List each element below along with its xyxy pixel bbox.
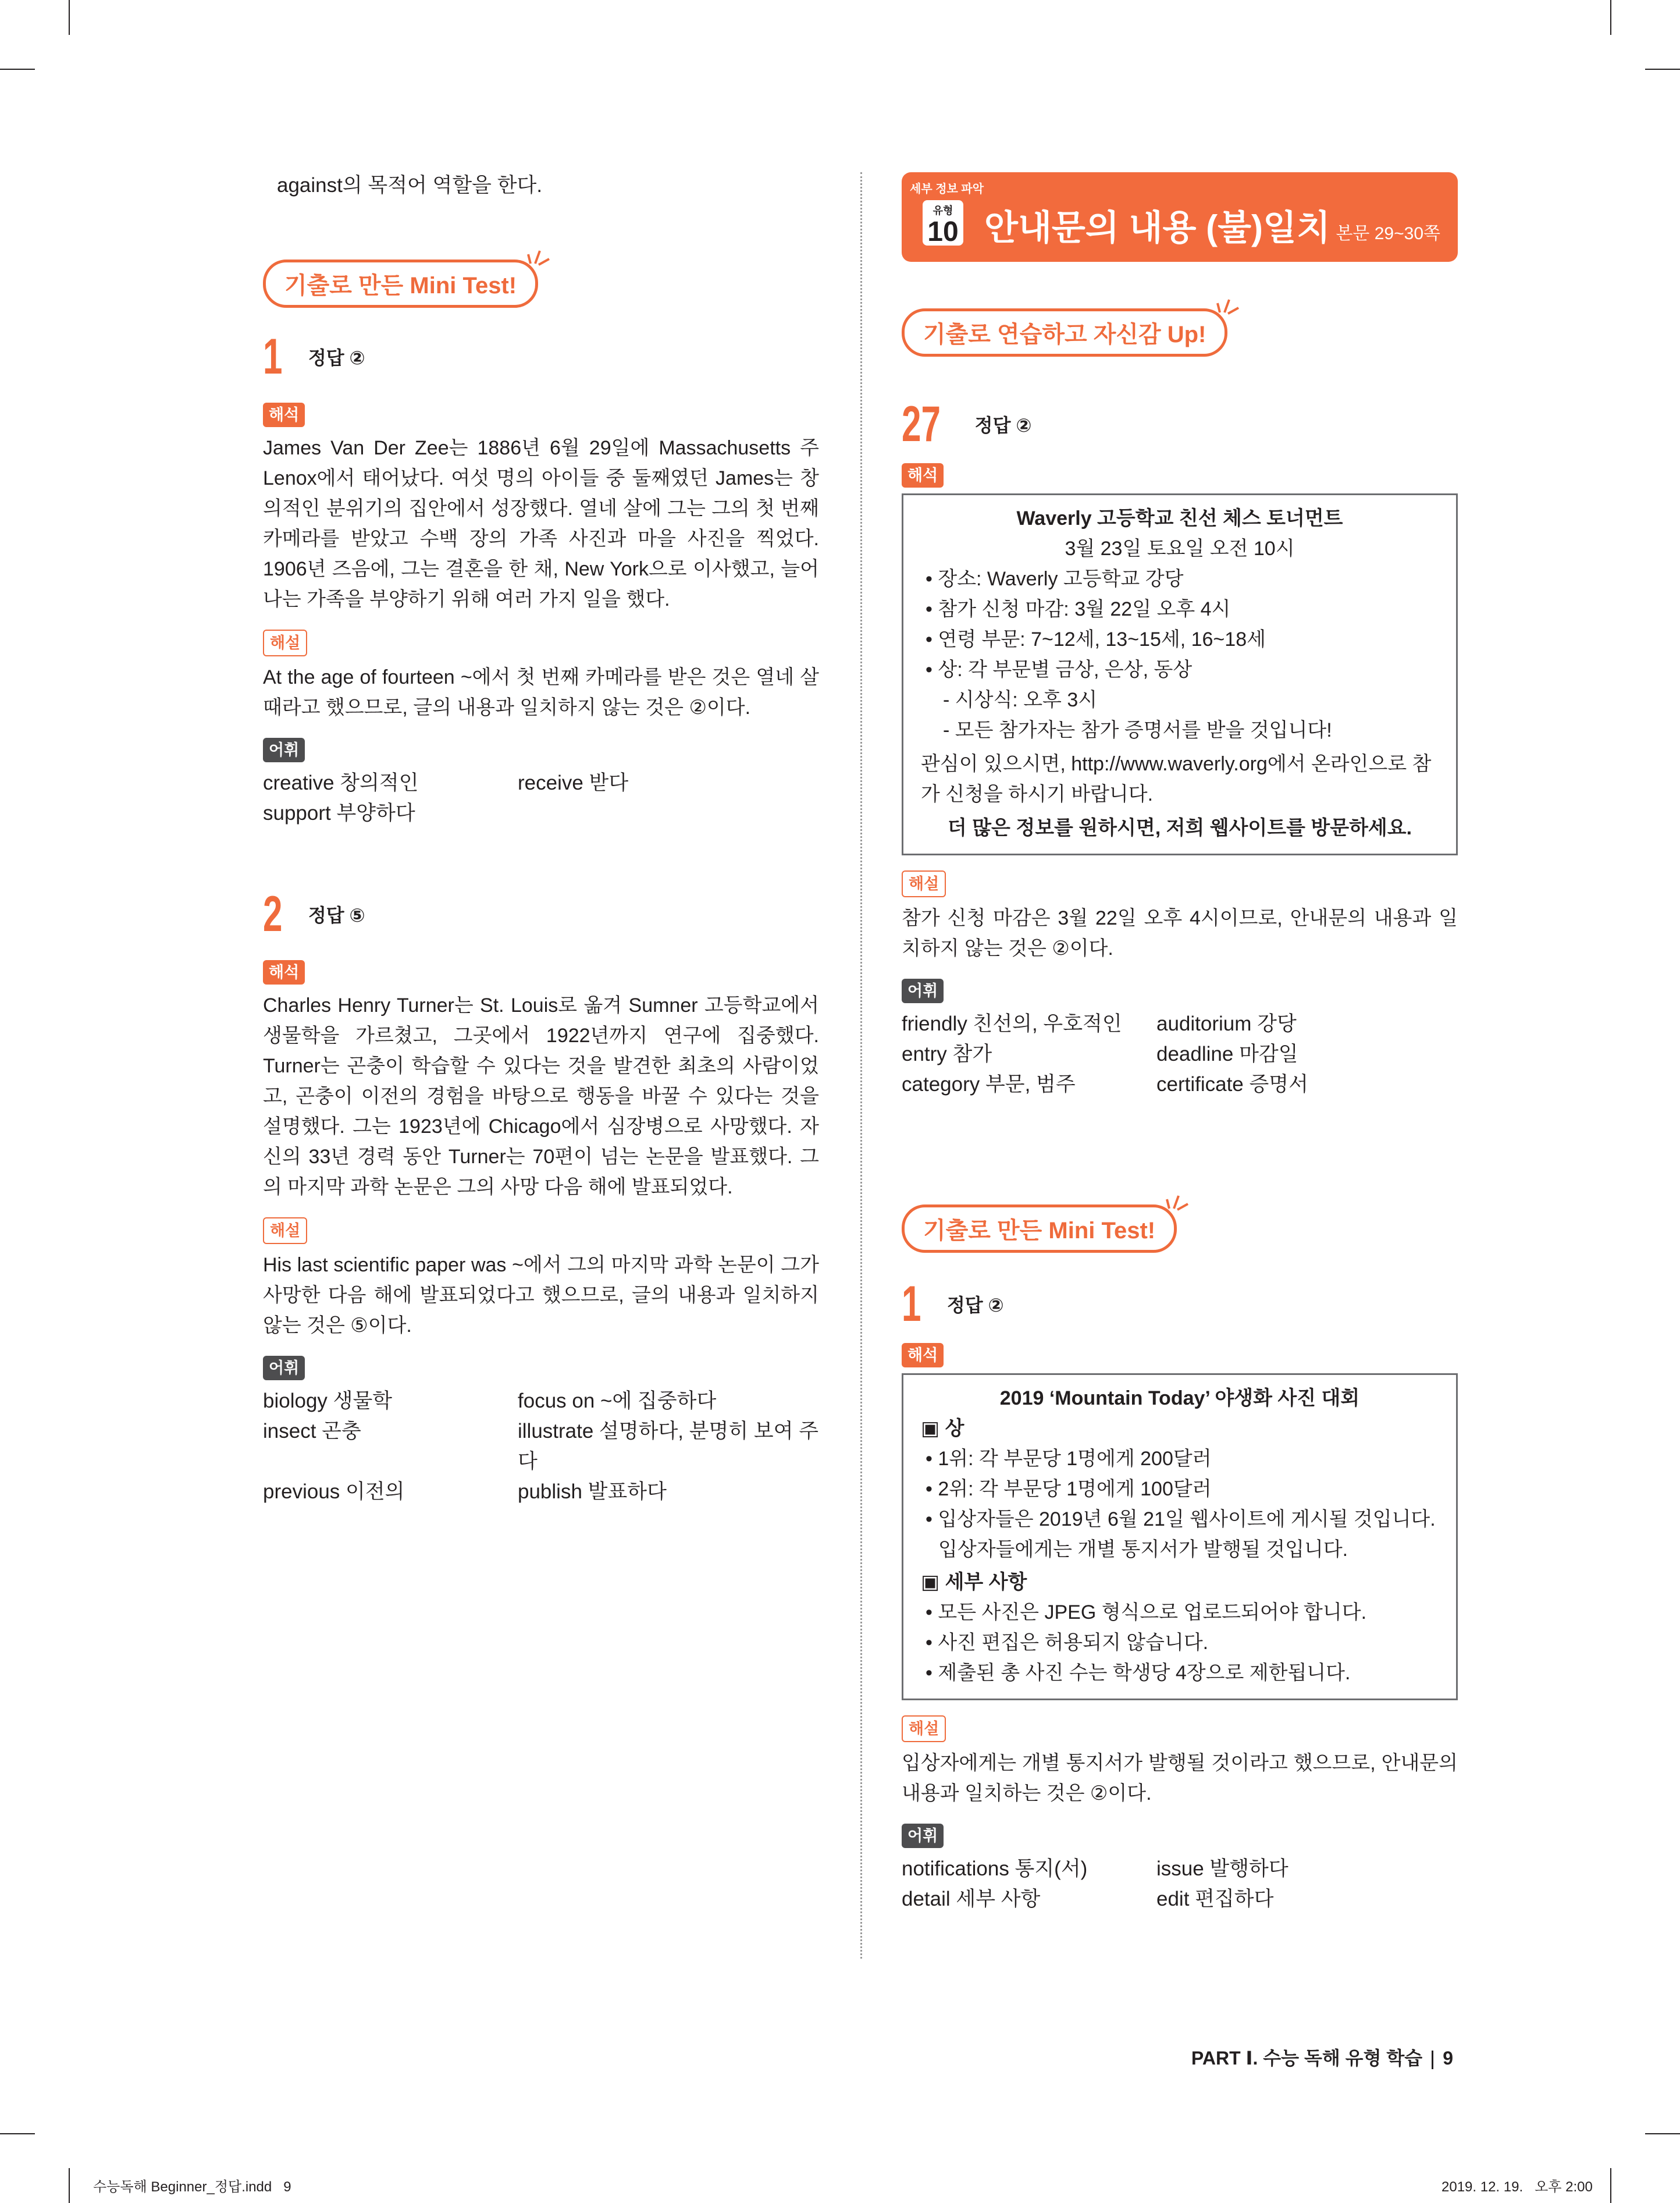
vocab-item: illustrate 설명하다, 분명히 보여 주다 [518, 1420, 819, 1473]
notice-subitem: - 시상식: 오후 3시 [943, 689, 1098, 711]
crop-mark [1610, 2168, 1611, 2203]
intro-line: against의 목적어 역할을 한다. [277, 174, 543, 197]
translation-tag: 해석 [902, 463, 944, 488]
vocab-list [902, 1854, 1458, 1914]
spark-icon [1166, 1191, 1189, 1211]
page-footer [1191, 2044, 1453, 2070]
notice-section: ▣ 세부 사항 [921, 1571, 1027, 1593]
vocab-item: friendly 친선의, 우호적인 [902, 1012, 1122, 1035]
mini-test-badge-left [263, 260, 538, 308]
translation-tag: 해석 [902, 1343, 944, 1367]
notice-bullet: • 제출된 총 사진 수는 학생당 4장으로 제한됩니다. [926, 1662, 1351, 1684]
notice-date: 3월 23일 토요일 오전 10시 [1065, 538, 1295, 560]
practice-badge [902, 308, 1227, 357]
vocab-item: receive 받다 [518, 772, 629, 794]
translation-tag: 해석 [263, 403, 305, 427]
slug-date: 2019. 12. 19. 오후 2:00 [1441, 2179, 1593, 2195]
mini-test-label: 기출로 만든 Mini Test! [923, 1218, 1156, 1243]
vocab-item: edit 편집하다 [1156, 1888, 1274, 1910]
question-number: 2 [263, 886, 283, 942]
notice-box [902, 1373, 1458, 1700]
banner-subtitle: 세부 정보 파악 [910, 183, 984, 196]
vocab-list [263, 768, 819, 829]
vocab-item: creative 창의적인 [263, 772, 419, 794]
question-number: 1 [263, 329, 283, 385]
notice-bullet: • 2위: 각 부문당 1명에게 100달러 [926, 1478, 1212, 1500]
notice-note: 관심이 있으시면, http://www.waverly.org에서 온라인으로 참가 신청을 하시기 바랍니다. [921, 753, 1432, 805]
spark-icon [1216, 295, 1240, 315]
notice-closing: 더 많은 정보를 원하시면, 저희 웹사이트를 방문하세요. [947, 817, 1412, 839]
crop-mark [69, 0, 70, 35]
mini-test-label: 기출로 만든 Mini Test! [284, 273, 517, 299]
type-badge [923, 200, 963, 246]
banner-title: 안내문의 내용 (불)일치 [984, 208, 1330, 247]
translation-text: Charles Henry Turner는 St. Louis로 옮겨 Sumner 고등학교에서 생물학을 가르쳤고, 그곳에서 1922년까지 연구에 집중했다. Turner는 곤충이 학습할 수 있다는 것을 발견한 최초의 사람이었고, 곤충이 이전의 경험을 바탕으로 행동을 바꿀 수 있다는 것을 설명했다. 그는 1923년에 Chicago에서 심장병으로 사망했다. 자신의 33년 경력 동안 Turner는 70편이 넘는 논문을 발표했다. 그의 마지막 과학 논문은 그의 사망 다음 해에 발표되었다. [263, 994, 819, 1198]
notice-bullet: • 사진 편집은 허용되지 않습니다. [926, 1632, 1209, 1654]
question-1-right [902, 1276, 1458, 1914]
notice-title: Waverly 고등학교 친선 체스 토너먼트 [1016, 507, 1343, 530]
crop-mark [1645, 69, 1680, 70]
vocab-list [263, 1386, 819, 1507]
vocab-item: insect 곤충 [263, 1420, 361, 1442]
explanation-tag: 해설 [902, 870, 946, 897]
notice-bullet: • 참가 신청 마감: 3월 22일 오후 4시 [926, 598, 1231, 620]
vocab-item: focus on ~에 집중하다 [518, 1390, 717, 1412]
crop-mark [1645, 2133, 1680, 2134]
translation-tag: 해석 [263, 960, 305, 985]
notice-bullet: • 장소: Waverly 고등학교 강당 [926, 568, 1184, 590]
practice-label: 기출로 연습하고 자신감 Up! [923, 322, 1206, 347]
explanation-tag: 해설 [263, 630, 307, 656]
explanation-text: At the age of fourteen ~에서 첫 번째 카메라를 받은 것은 열네 살 때라고 했으므로, 글의 내용과 일치하지 않는 것은 ②이다. [263, 666, 819, 719]
notice-bullet: • 입상자들은 2019년 6월 21일 웹사이트에 게시될 것입니다. 입상자들에게는 개별 통지서가 발행될 것입니다. [926, 1508, 1436, 1561]
page-number: 9 [1443, 2048, 1453, 2069]
notice-bullet: • 상: 각 부문별 금상, 은상, 동상 [926, 659, 1193, 681]
vocab-item: issue 발행하다 [1156, 1857, 1289, 1880]
crop-mark [1610, 0, 1611, 35]
vocab-tag: 어휘 [263, 738, 305, 762]
vocab-item: certificate 증명서 [1156, 1073, 1308, 1096]
crop-mark [0, 2133, 35, 2134]
answer-label: 정답 ② [946, 1295, 1004, 1316]
vocab-item: biology 생물학 [263, 1390, 393, 1412]
notice-bullet: • 연령 부문: 7~12세, 13~15세, 16~18세 [926, 628, 1266, 651]
vocab-item: support 부양하다 [263, 802, 415, 825]
notice-subitem: - 모든 참가자는 참가 증명서를 받을 것입니다! [943, 719, 1332, 741]
crop-mark [0, 69, 35, 70]
explanation-tag: 해설 [263, 1217, 307, 1244]
spark-icon [527, 246, 550, 266]
vocab-item: publish 발표하다 [518, 1480, 667, 1503]
vocab-item: auditorium 강당 [1156, 1012, 1297, 1035]
vocab-item: previous 이전의 [263, 1480, 405, 1503]
notice-section: ▣ 상 [921, 1417, 964, 1440]
answer-label: 정답 ⑤ [308, 905, 365, 926]
type-label: 유형 [932, 205, 953, 216]
vocab-list [902, 1009, 1458, 1100]
crop-mark [69, 2168, 70, 2203]
vocab-item: entry 참가 [902, 1043, 992, 1065]
question-2-left [263, 886, 819, 1507]
mini-test-badge-right [902, 1204, 1177, 1253]
answer-label: 정답 ② [308, 347, 365, 368]
notice-box [902, 493, 1458, 855]
explanation-text: 참가 신청 마감은 3월 22일 오후 4시이므로, 안내문의 내용과 일치하지 않는 것은 ②이다. [902, 907, 1458, 960]
notice-bullet: • 모든 사진은 JPEG 형식으로 업로드되어야 합니다. [926, 1601, 1367, 1623]
vocab-item [518, 798, 819, 829]
question-27 [902, 396, 1458, 1100]
question-1-left [263, 329, 819, 829]
explanation-text: His last scientific paper was ~에서 그의 마지막 과학 논문이 그가 사망한 다음 해에 발표되었다고 했으므로, 글의 내용과 일치하지 않는 것은 ⑤이다. [263, 1254, 819, 1337]
vocab-tag: 어휘 [902, 979, 944, 1003]
notice-title: 2019 ‘Mountain Today’ 야생화 사진 대회 [999, 1387, 1360, 1409]
answer-label: 정답 ② [974, 415, 1032, 436]
column-divider [860, 172, 862, 1959]
footer-part: PART Ⅰ. 수능 독해 유형 학습 [1191, 2048, 1423, 2069]
vocab-tag: 어휘 [902, 1824, 944, 1848]
notice-bullet: • 1위: 각 부문당 1명에게 200달러 [926, 1448, 1212, 1470]
type-number: 10 [927, 216, 959, 247]
vocab-item: deadline 마감일 [1156, 1043, 1298, 1065]
vocab-item: category 부문, 범주 [902, 1073, 1076, 1096]
vocab-item: detail 세부 사항 [902, 1888, 1041, 1910]
vocab-item: notifications 통지(서) [902, 1857, 1088, 1880]
question-number: 1 [902, 1276, 921, 1332]
footer-divider [1432, 2051, 1433, 2069]
slug-file: 수능독해 Beginner_정답.indd 9 [93, 2179, 291, 2195]
section-banner [902, 172, 1458, 262]
explanation-text: 입상자에게는 개별 통지서가 발행될 것이라고 했으므로, 안내문의 내용과 일치하는 것은 ②이다. [902, 1752, 1458, 1804]
translation-text: James Van Der Zee는 1886년 6월 29일에 Massachusetts 주 Lenox에서 태어났다. 여섯 명의 아이들 중 둘째였던 James는 창의적인 분위기의 집안에서 성장했다. 열네 살에 그는 그의 첫 번째 카메라를 받았고 수백 장의 가족 사진과 마을 사진을 찍었다. 1906년 즈음에, 그는 결혼을 한 채, New York으로 이사했고, 늘어나는 가족을 부양하기 위해 여러 가지 일을 했다. [263, 437, 819, 610]
banner-pages: 본문 29~30쪽 [1336, 224, 1440, 243]
explanation-tag: 해설 [902, 1715, 946, 1742]
vocab-tag: 어휘 [263, 1356, 305, 1380]
question-number: 27 [902, 396, 941, 452]
